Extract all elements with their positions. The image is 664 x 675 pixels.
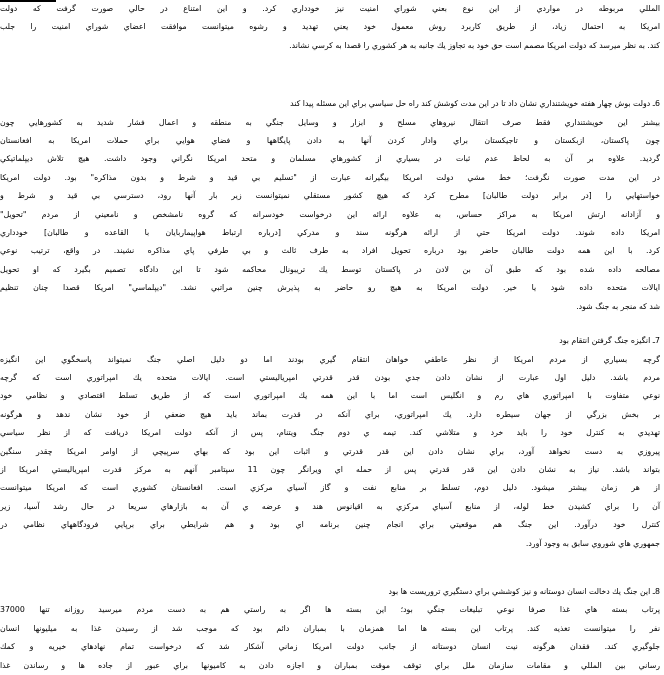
section-7-heading: 7ـ انگيزه جنگ گرفتن انتقام بود <box>559 336 660 346</box>
section-6-body <box>0 114 660 316</box>
text-line: جمهوري هاي شوروي سابق به وجود آورد. <box>525 538 660 548</box>
text-line: و آزادانه ارتش امريكا به مراكز حساس، به علاوه ارائه اين درخواست خودسرانه كه گروه نامشخص و نامعيني از مردم "تحويل" <box>0 209 660 219</box>
top-rule <box>0 0 56 2</box>
section-8-heading: 8ـ اين جنگ يك دخالت انسان دوستانه و نيز كوششي براي دستگيري تروريست ها بود <box>388 586 660 596</box>
text-line: جلوگيري كند. فقدان هرگونه نيت انسان دوستانه از جانب دولت امريكا زماني آشكار شد كه درخواست تمام نهادهاي خيريه و كمك <box>0 642 660 652</box>
paragraph-intro <box>0 0 660 55</box>
section-6-heading: 6ـ دولت بوش چهار هفته خويشتنداري نشان داد تا در اين مدت كوشش كند راه حل سياسي براي اين مسئله پيدا كند <box>290 99 660 109</box>
text-line: مردم باشد. دليل اول عبارت از نشان دادن جدي بودن قدر قدرتي امپرياليستي است. ايالات متحده يك امپراتوري است كه گرچه <box>0 372 660 382</box>
text-line: خواستهايي را [در برابر دولت طالبان] مطرح كرد كه هيچ كشور مستقلي نميتوانست زير بار آنها رود، دسترسي بي قيد و شرط و <box>0 191 660 201</box>
text-line: امريكا به احتمال زياد، از طريق كاربرد روش معمول خود يعني تهديد و رشوه ميتوانست موافقت اعضاي شوراي امنيت را جلب <box>0 22 660 32</box>
text-line: بر بخش بزرگي از جهان سيطره دارد. يك امپراتوري، براي آنكه در قدرت بماند بايد هيچ ضعفي از خود نشان ندهد و هرگونه <box>0 409 660 419</box>
text-line: رساني بين المللي و مقامات سازمان ملل براي توقف موقت بمباران و اجازه دادن به كاميونها براي عبور از جاده ها و رساندن غذا <box>0 660 660 670</box>
text-line: ايالات متحده داده شود يا خير. دولت امريكا به هيچ رو حاضر به پذيرش چنين مراتبي نشد. "ديپلماسي" امريكا قصدا چنان تنظيم <box>0 283 660 293</box>
text-line: پيروزي به دست نخواهد آورد، براي نشان دادن اين قدر قدرتي و اثبات اين بود كه بهاي سرپيچي از اوامر امريكا چقدر سنگين <box>0 446 660 456</box>
section-7-body <box>0 351 660 553</box>
text-line: بيشتر اين خويشتنداري فقط صرف انتقال نيروهاي مسلح و ابزار و وسايل جنگي به منطقه و اعمال فشار شديد به كشورهايي چون <box>0 117 660 127</box>
text-line: مصالحه داده شده بود كه طبق آن بن لادن در پاكستان توسط يك تريبونال محاكمه شود تا اين دادگاه تصميم بگيرد كه او تحويل <box>0 264 660 274</box>
text-line: از هر زمان بيشتر ميشود. دليل دوم، تسلط بر منابع نفت و گاز آسياي مركزي است. افغانستان كشوري است كه امريكا ميتوانست <box>0 483 660 493</box>
text-line: امريكا داده شوند. دولت امريكا حتي از ارائه هرگونه سند و مدركي [درباره ارتباط هواپيماربايان با القاعده و طالبان] خودداري <box>0 228 660 238</box>
text-line: شد كه منجر به جنگ شود. <box>576 301 660 311</box>
text-line: گرچه بسياري از مردم امريكا از نظر عاطفي خواهان انتقام گيري بودند اما دو دليل اصلي جنگ نميتواند پاسخگوي اين انگيزه <box>0 354 660 364</box>
text-line: نفر را ميتوانست تغذيه كند. پرتاب اين بسته ها اما همزمان با بمباران دائم بود كه موجب شد از رسيدن غذا به ميليونها انسان <box>0 623 660 633</box>
text-line: چون پاكستان، ازبكستان و تاجيكستان براي وادار كردن آنها به دادن پايگاهها و فضاي هوايي براي حملات امريكا به افغانستان <box>0 136 660 146</box>
text-line: المللي مربوطه در مواردي از اين نوع بعني شوراي امنيت نيز خودداري كرد. و اين امتناع در حالي صورت گرفت كه دولت <box>0 4 660 13</box>
text-line: در اين مدت صورت نگرفت؛ خط مشي دولت امريكا بيگيرانه عبارت از "تسليم بي قيد و شرط و بدون مذاكره" بود. دولت امريكا <box>0 172 660 182</box>
text-line: كنترل خود درآورد. اين جنگ هم موقعيتي براي انجام چنين برنامه اي بود و هم شرايطي براي برپايي فرودگاههاي نظامي در <box>0 520 660 530</box>
text-line: كرد. با اين همه دولت طالبان حاضر بود درباره تحويل افراد به طرف ثالث و بي طرفي پاي مذاكره نشيند. در واقع، ترتيب نوعي <box>0 246 660 256</box>
text-line: گرديد. علاوه بر آن به لحاظ عدم ثبات در بسياري از كشورهاي مسلمان و متحد امريكا نگراني وجود داشت. هيچ تلاش ديپلماتيكي <box>0 154 660 164</box>
text-line: نوعي متفاوت با امپراتوري هاي رم و انگليس است اما با اين همه يك امپراتوري است كه از طريق تسلط اقتصادي و نظامي خود <box>0 391 660 401</box>
text-line: بتواند باشد. نياز به نشان دادن اين قدر قدرتي پس از حمله اي ويرانگر چون 11 سپتامبر آنهم به مركز قدرت امپرياليستي امريكا از <box>0 464 660 474</box>
text-line: تهديدي به كنترل خود را بايد خرد و متلاشي كند. تيمه ي دوم جنگ ويتنام، پس از آنكه دولت امريكا دريافت كه از نظر سياسي <box>0 428 660 438</box>
text-line: آن را براي كشيدن خط لوله، از منابع آسياي مركزي به اقيانوس هند و عرضه ي آن به بازارهاي سريعا در حال رشد آسيا، زير <box>0 501 660 511</box>
text-line: پرتاب بسته هاي غذا صرفا نوعي تبليغات جنگي بود؛ اين بسته ها اگر به راستي هم به دست مردم ميرسيد روزانه تنها 37000 <box>0 605 660 615</box>
text-line: كند. به نظر ميرسد كه دولت امريكا مصمم است حق خود به تجاوز يك جانبه به هر كشوري را قصدا به كرسي نشاند. <box>289 40 660 50</box>
section-8-body <box>0 601 660 675</box>
